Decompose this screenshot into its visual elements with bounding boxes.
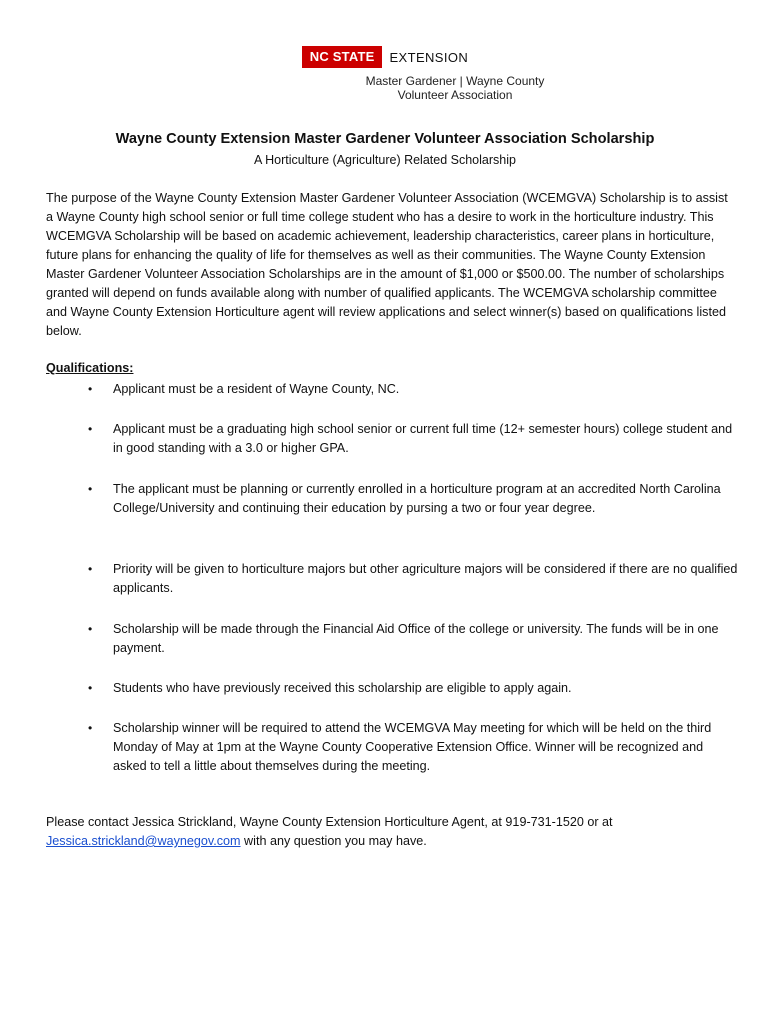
bullet-icon: • bbox=[88, 482, 93, 496]
bullet-icon: • bbox=[88, 721, 93, 735]
qualification-text: Priority will be given to horticulture majors but other agriculture majors will be considered if there are no qualified applicants. bbox=[113, 562, 738, 596]
contact-paragraph bbox=[46, 813, 736, 851]
bullet-icon: • bbox=[88, 562, 93, 576]
qualification-text: Scholarship winner will be required to attend the WCEMGVA May meeting for which will be held on the third Monday of May at 1pm at the Wayne County Cooperative Extension Office. Winner will be recognized and asked to tell a little about themselves during the meeting. bbox=[113, 721, 712, 774]
bullet-icon: • bbox=[88, 622, 93, 636]
nc-state-extension-logo bbox=[0, 46, 770, 102]
qualification-text: The applicant must be planning or currently enrolled in a horticulture program at an accredited North Carolina College/University and continuing their education by pursing a two or four year degree. bbox=[113, 482, 721, 516]
logo-brand: NC STATE bbox=[302, 46, 383, 68]
contact-text-after: with any question you may have. bbox=[240, 834, 427, 848]
qualification-text: Scholarship will be made through the Financial Aid Office of the college or university. The funds will be in one payment. bbox=[113, 622, 719, 656]
bullet-icon: • bbox=[88, 382, 93, 396]
qualifications-heading: Qualifications: bbox=[46, 361, 134, 375]
purpose-paragraph: The purpose of the Wayne County Extension Master Gardener Volunteer Association (WCEMGVA) Scholarship is to assist a Wayne County high school senior or full time college student who has a desire to work in the horticulture industry. This WCEMGVA Scholarship will be based on academic achievement, leadership characteristics, career plans in horticulture, future plans for enhancing the quality of life for themselves as well as their communities. The Wayne County Extension Master Gardener Volunteer Association Scholarships are in the amount of $1,000 or $500.00. The number of scholarships granted will depend on funds available along with number of qualified applicants. The WCEMGVA scholarship committee and Wayne County Extension Horticulture agent will review applications and select winner(s) based on qualifications listed below. bbox=[46, 191, 728, 338]
contact-text-before: Please contact Jessica Strickland, Wayne County Extension Horticulture Agent, at 919-731-1520 or at bbox=[46, 815, 613, 829]
qualification-text: Students who have previously received this scholarship are eligible to apply again. bbox=[113, 681, 572, 695]
document-subtitle: A Horticulture (Agriculture) Related Scholarship bbox=[254, 153, 516, 167]
bullet-icon: • bbox=[88, 681, 93, 695]
logo-extension: EXTENSION bbox=[389, 49, 469, 65]
logo-line-1: Master Gardener | Wayne County bbox=[365, 74, 545, 88]
bullet-icon: • bbox=[88, 422, 93, 436]
qualification-text: Applicant must be a resident of Wayne County, NC. bbox=[113, 382, 400, 396]
logo-line-2: Volunteer Association bbox=[397, 88, 513, 102]
email-link[interactable]: Jessica.strickland@waynegov.com bbox=[46, 834, 241, 848]
document-title: Wayne County Extension Master Gardener Volunteer Association Scholarship bbox=[115, 131, 655, 147]
logo-row bbox=[302, 46, 468, 68]
qualification-text: Applicant must be a graduating high school senior or current full time (12+ semester hours) college student and in good standing with a 3.0 or higher GPA. bbox=[113, 422, 733, 456]
